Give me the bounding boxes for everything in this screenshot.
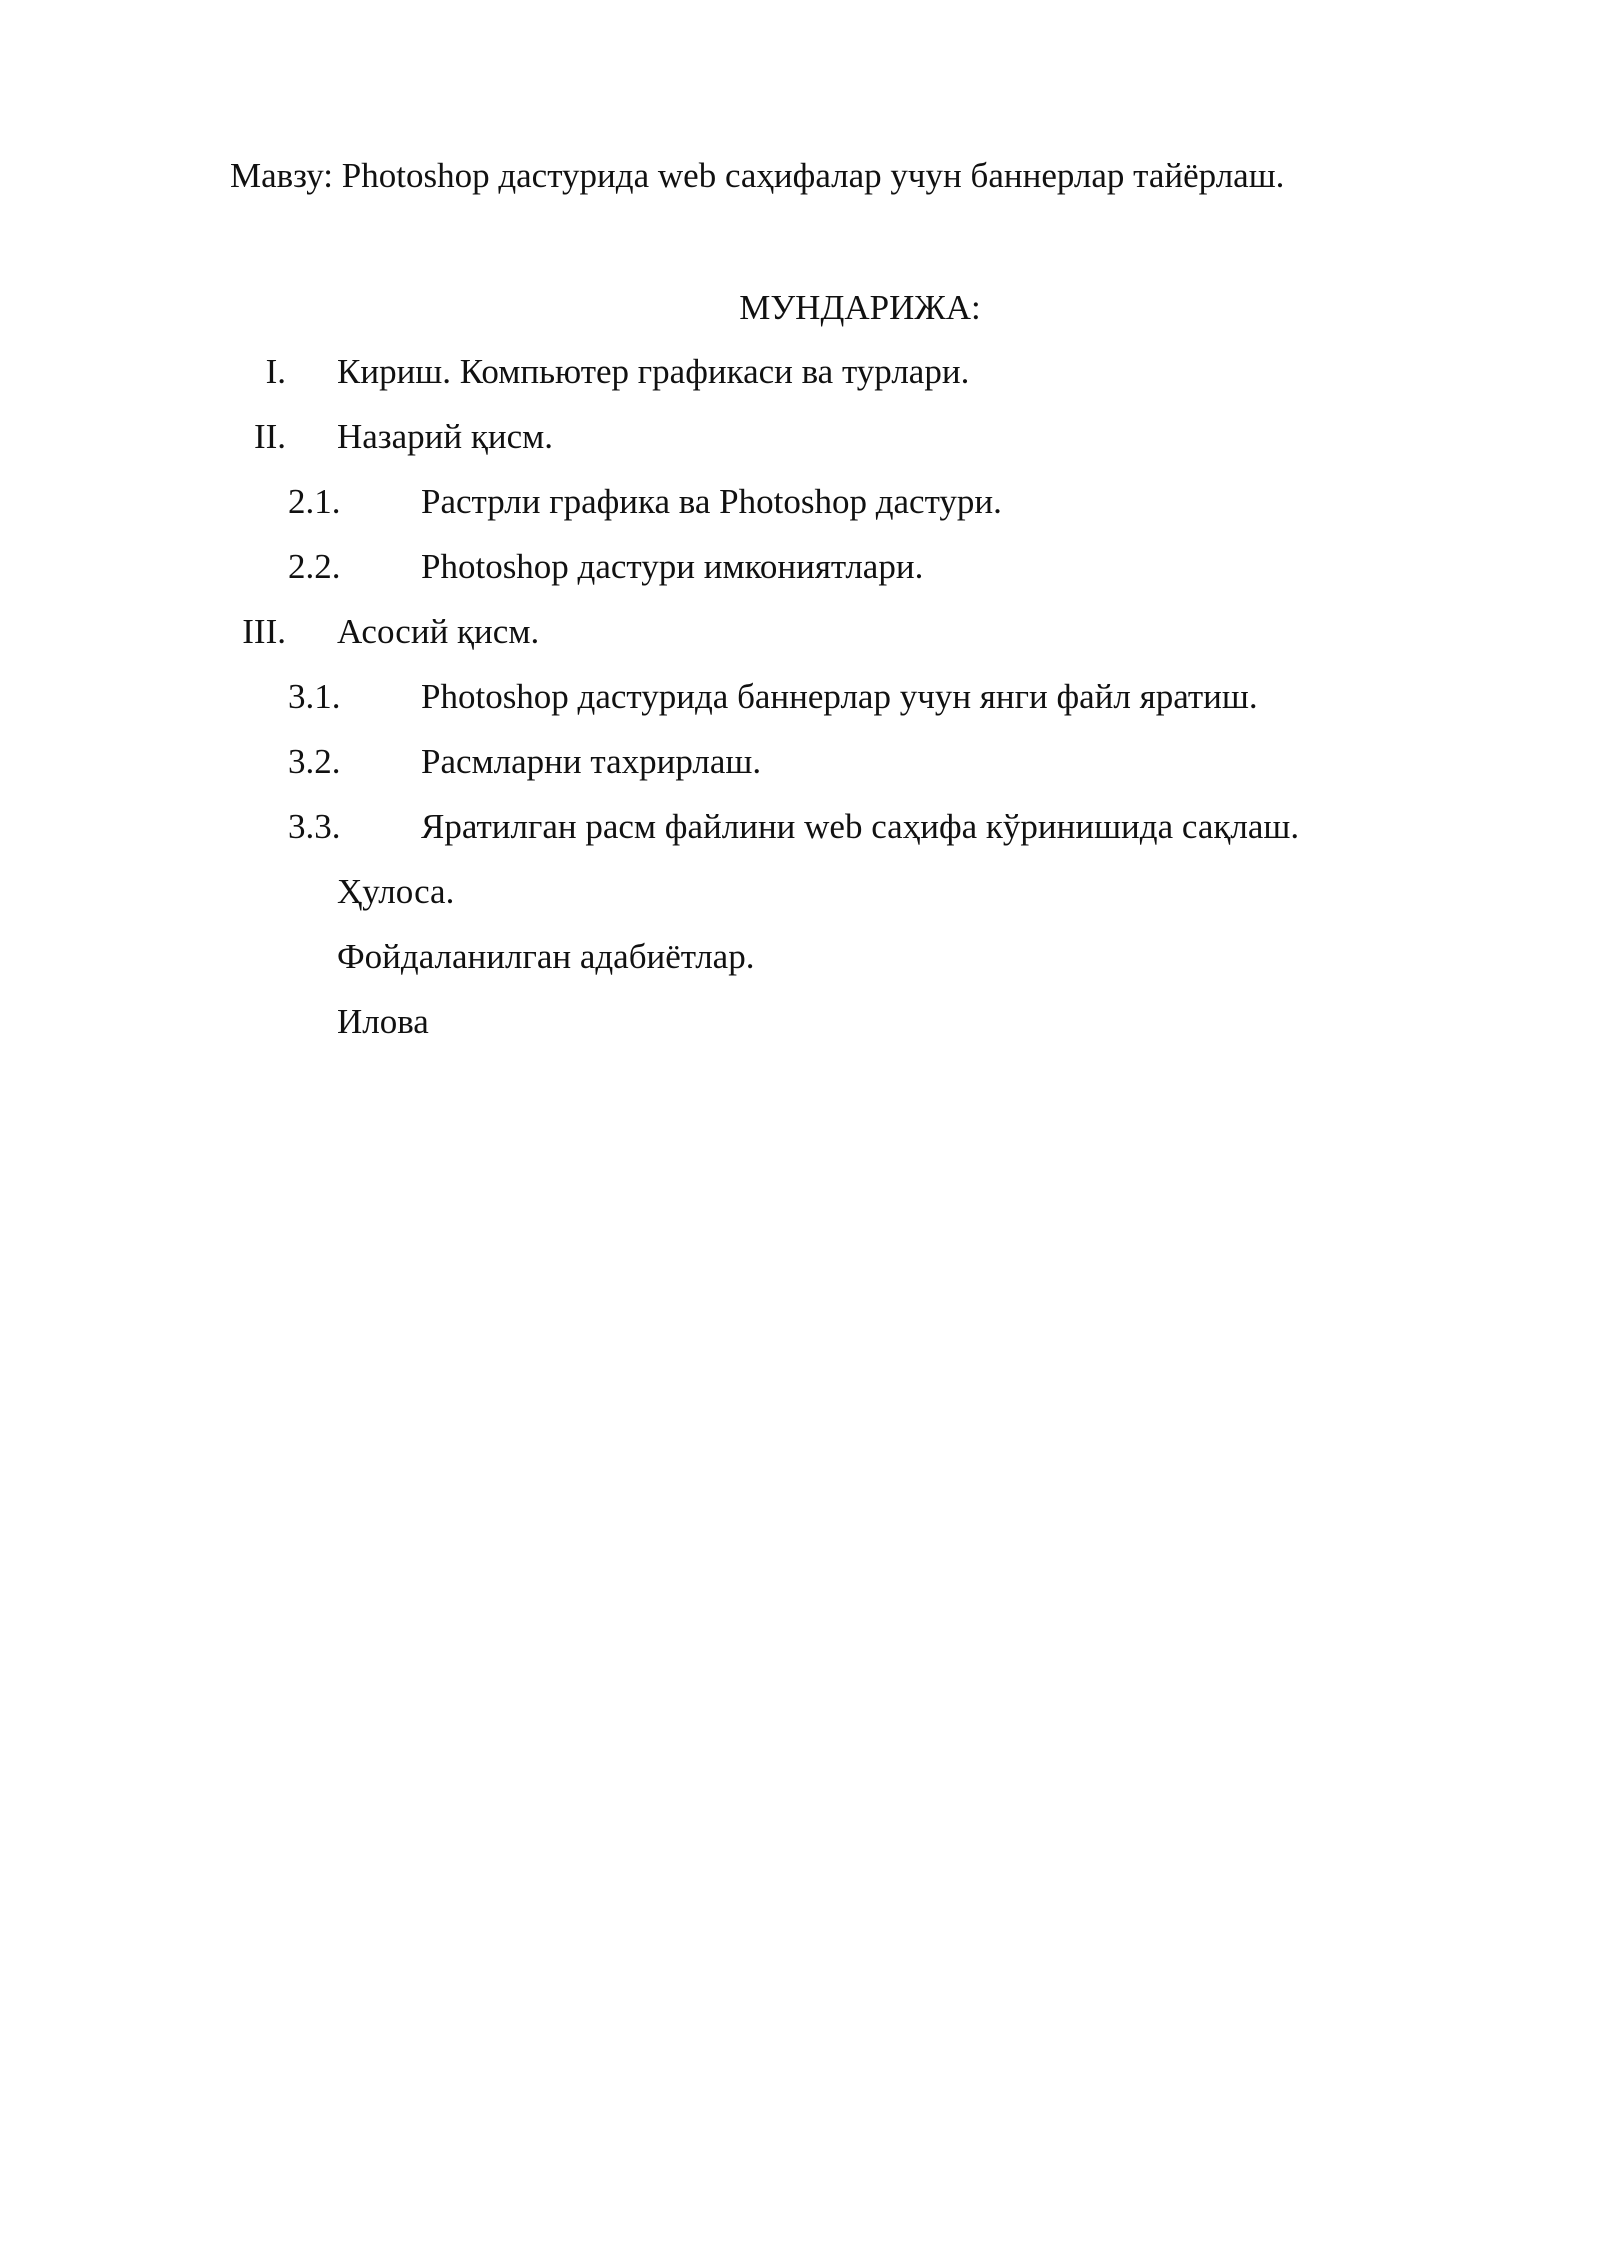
toc-appendix: Илова — [337, 1002, 429, 1041]
toc-item-2-1: Растрли графика ва Photoshop дастури. — [421, 482, 1002, 521]
toc-item-3-2: Расмларни тахрирлаш. — [421, 742, 762, 781]
toc-number-2-2: 2.2. — [288, 547, 341, 586]
toc-item-3: Асосий қисм. — [337, 612, 540, 651]
toc-item-3-3: Яратилган расм файлини web саҳифа кўринишида сақлаш. — [421, 807, 1300, 846]
toc-number-3: III. — [242, 612, 286, 651]
toc-number-2-1: 2.1. — [288, 482, 341, 521]
toc-number-3-1: 3.1. — [288, 677, 341, 716]
toc-item-2-2: Photoshop дастури имкониятлари. — [421, 547, 924, 586]
toc-references: Фойдаланилган адабиётлар. — [337, 937, 755, 976]
toc-item-1: Кириш. Компьютер графикаси ва турлари. — [337, 352, 970, 391]
toc-conclusion: Ҳулоса. — [337, 872, 455, 911]
toc-number-2: II. — [253, 417, 286, 456]
toc-number-3-2: 3.2. — [288, 742, 341, 781]
toc-number-1: I. — [265, 352, 286, 391]
toc-item-2: Назарий қисм. — [337, 417, 554, 456]
toc-item-3-1: Photoshop дастурида баннерлар учун янги файл яратиш. — [421, 677, 1258, 716]
toc-number-3-3: 3.3. — [288, 807, 341, 846]
toc-heading: МУНДАРИЖА: — [739, 288, 981, 327]
document-topic: Мавзу: Photoshop дастурида web саҳифалар учун баннерлар тайёрлаш. — [230, 156, 1285, 195]
